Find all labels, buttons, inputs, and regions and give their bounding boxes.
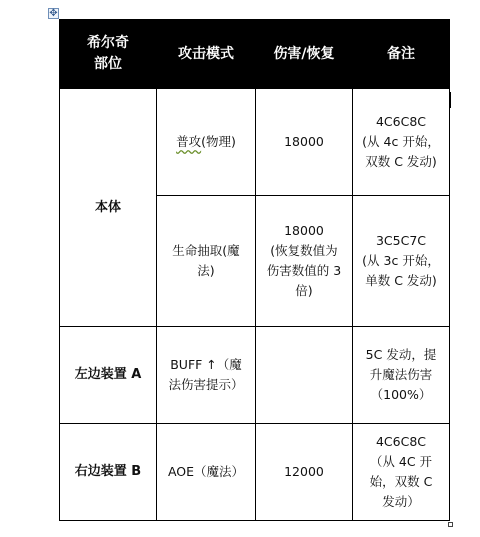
move-table-anchor-icon[interactable]: ✥ <box>49 8 58 19</box>
mode-cell: AOE（魔法） <box>157 424 256 521</box>
text-cursor <box>449 92 451 108</box>
damage-cell: 18000 <box>256 89 353 196</box>
table-row-right-device <box>60 424 450 521</box>
header-damage-heal: 伤害/恢复 <box>256 20 353 89</box>
note-cell: 5C 发动，提 升魔法伤害 （100%） <box>353 327 450 424</box>
part-right-device: 右边装置 B <box>60 424 157 521</box>
boss-mechanics-table <box>59 19 450 521</box>
table-row-body-a <box>60 89 450 196</box>
part-body: 本体 <box>60 89 157 327</box>
damage-cell: 12000 <box>256 424 353 521</box>
damage-cell <box>256 327 353 424</box>
header-notes: 备注 <box>353 20 450 89</box>
table-resize-handle[interactable] <box>448 522 453 527</box>
mode-cell: 生命抽取(魔 法) <box>157 196 256 327</box>
mode-cell <box>157 89 256 196</box>
table-row-left-device <box>60 327 450 424</box>
damage-cell: 18000 (恢复数值为 伤害数值的 3 倍) <box>256 196 353 327</box>
mode-cell: BUFF ↑（魔 法伤害提示） <box>157 327 256 424</box>
header-part: 希尔奇 部位 <box>60 20 157 89</box>
mode-physical: (物理) <box>201 134 236 149</box>
mode-normal-attack: 普攻 <box>176 134 202 149</box>
header-attack-mode: 攻击模式 <box>157 20 256 89</box>
header-row <box>60 20 450 89</box>
note-cell: 4C6C8C （从 4C 开 始，双数 C 发动） <box>353 424 450 521</box>
part-left-device: 左边装置 A <box>60 327 157 424</box>
note-cell: 4C6C8C (从 4c 开始， 双数 C 发动) <box>353 89 450 196</box>
note-cell: 3C5C7C (从 3c 开始， 单数 C 发动) <box>353 196 450 327</box>
